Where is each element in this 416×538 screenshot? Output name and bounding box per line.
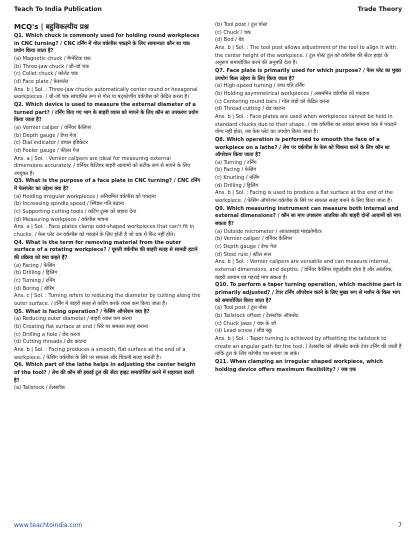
page-number: 7 <box>398 522 402 529</box>
answer-solution: Ans. a | Sol. : Vernier calipers are ideal for measuring external dimensions accurately. / वर्नियर कैलिपर बाहरी आयामों को सटीक रूप से मापने के लिए उपयुक्त है। <box>14 155 191 177</box>
page-header <box>14 6 402 16</box>
answer-option: (d) Lead screw / लीड स्क्रू <box>215 328 272 335</box>
answer-option: (d) Drilling / ड्रिलिंग <box>215 182 259 189</box>
answer-option: (b) Drilling / ड्रिलिंग <box>14 270 58 277</box>
answer-option: (b) Increasing spindle speed / स्पिंडल गति बढ़ाना <box>14 201 124 208</box>
answer-option: (c) Supporting cutting tools / कटिंग टूल्स को सहारा देना <box>14 209 137 216</box>
answer-option: (d) Measuring workpiece / वर्कपीस मापना <box>14 216 109 223</box>
answer-option: (c) Depth gauge / डेप्थ गेज <box>215 244 277 251</box>
answer-solution: Ans. b | Sol. : The tool post allows adjustment of the tool to align it with the center height of the workpiece. / टूल पोस्ट टूल को वर्कपीस की सेंटर हाइट के अनुरूप समायोजित करने की अनुमति देता है। <box>215 44 396 67</box>
answer-option: (b) Creating flat surface at end / सिरे पर समतल सतह बनाना <box>14 323 148 330</box>
answer-option: (d) Boring / बोरिंग <box>14 285 55 292</box>
answer-option: (d) Feeler gauge / फीलर गेज <box>14 147 80 154</box>
answer-option: (b) Depth gauge / डेप्थ गेज <box>14 132 77 139</box>
answer-option: (c) Collet chuck / कोलेट चक <box>14 71 79 78</box>
answer-option: (c) Dial indicator / डायल इंडिकेटर <box>14 140 88 147</box>
answer-option: (d) Bed / बेड <box>215 37 245 44</box>
answer-option: (d) Thread cutting / थ्रेड काटना <box>215 106 286 113</box>
answer-option: (b) Tailstock offset / टेलस्टॉक ऑफसेट <box>215 312 299 319</box>
answer-option: (c) Chuck / चक <box>215 29 251 36</box>
answer-option: (d) Cutting threads / थ्रेड काटना <box>14 339 87 346</box>
question-text: Q11. When clamping an irregular shaped workpiece, which holding device offers maximum flexibility? / जब एक <box>215 358 383 373</box>
question-text: Q9. Which measuring instrument can measure both internal and external dimensions? / कौन सा माप उपकरण आंतरिक और बाहरी दोनों आयामों को माप सकता है? <box>215 205 401 228</box>
answer-option: (c) Drilling a hole / छेद करना <box>14 331 81 338</box>
answer-solution: Ans. b | Sol. : Face plates are used when workpieces cannot be held in standard chucks due to their shape. / जब वर्कपीस का आकार सामान्य चक में पकड़ने योग्य नहीं होता, तब फेस प्लेट का उपयोग किया जाता है। <box>215 113 397 136</box>
answer-option: (d) Face plate / फेसप्लेट <box>14 78 69 85</box>
question-text: Q5. What is facing operation? / फेसिंग ऑपरेशन क्या है? <box>14 308 150 315</box>
question-text: Q2. Which device is used to measure the external diameter of a turned part? / टर्निंग किए गए भाग के बाहरी व्यास को मापने के लिए कौन सा उपकरण प्रयोग किया जाता है? <box>14 101 199 124</box>
answer-solution: Ans. b | Sol. : Three-jaw chucks automatically center round or hexagonal workpieces. / थ्री-जॉ चक स्वचालित रूप से गोल या षट्कोणीय वर्कपीस को केंद्रित करता है। <box>14 86 198 101</box>
answer-solution: Ans. a | Sol. : Face plates clamp odd-shaped workpieces that can't fit in chucks. / फेस प्लेट उन वर्कपीस को पकड़ने के लिए होती है जो चक में फिट नहीं होते। <box>14 224 195 239</box>
question-text: Q8. Which operation is performed to smooth the face of a workpiece on a lathe? / लेथ पर वर्कपीस के फेस को चिकना करने के लिए कौन सा ऑपरेशन किया जाता है? <box>215 136 390 159</box>
answer-option: (b) Facing / फेसिंग <box>215 167 257 174</box>
answer-option: (b) Three-jaw chuck / थ्री-जॉ चक <box>14 63 90 70</box>
answer-option: (d) Steel rule / स्टील रूल <box>215 251 272 258</box>
answer-option: (c) Chuck jaws / चक के जॉ <box>215 320 276 327</box>
answer-option: (a) Facing / फेसिंग <box>14 262 56 269</box>
page-footer <box>14 522 402 529</box>
question-text: Q1. Which chuck is commonly used for holding round workpieces in CNC turning? / CNC टर्निंग में गोल वर्कपीस पकड़ने के लिए सामान्यतः कौन सा चक प्रयोग किया जाता है? <box>14 33 200 55</box>
question-text: Q3. What is the purpose of a face plate in CNC turning? / CNC टर्निंग में फेसप्लेट का उद्देश्य क्या है? <box>14 178 201 193</box>
section-title: MCQ's | बहुविकल्पीय प्रश्न <box>14 23 89 31</box>
answer-option: (b) Tool post / टूल पोस्ट <box>215 22 268 28</box>
answer-option: (c) Centering round bars / गोल छड़ों को केंद्रित करना <box>215 98 330 105</box>
answer-option: (a) Reducing outer diameter / बाहरी व्यास कम करना <box>14 316 132 323</box>
question-text: Q6. Which part of the lathe helps in adjusting the center height of the tool? / लेथ की कौन सी इकाई टूल की सेंटर हाइट समायोजित करने में सहायता करती है? <box>14 362 196 384</box>
answer-option: (a) Turning / टर्निंग <box>215 159 257 166</box>
answer-option: (a) Outside micrometer / आउटसाइड माइक्रोमीटर <box>215 228 322 235</box>
answer-option: (c) Turning / टर्निंग <box>14 278 56 284</box>
question-text: Q7. Face plate is primarily used for which purpose? / फेस प्लेट का मुख्य उपयोग किस उद्देश्य के लिए किया जाता है? <box>215 67 401 82</box>
publisher-name: Teach To India Publication <box>14 6 102 13</box>
answer-option: (a) Tailstock / टेलस्टॉक <box>14 385 65 392</box>
right-column <box>215 22 402 393</box>
answer-option: (a) Holding irregular workpieces / अनियमित वर्कपीस को पकड़ना <box>14 193 156 200</box>
answer-option: (b) Vernier caliper / वर्नियर कैलिपर <box>215 236 293 243</box>
answer-solution: Ans. b | Sol. : Facing is used to produce a flat surface at the end of the workpiece. / फेसिंग ऑपरेशन वर्कपीस के सिरे पर समतल सतह बनाने के लिए किया जाता है। <box>215 190 393 205</box>
answer-option: (c) Knurling / नर्लिंग <box>215 175 260 182</box>
answer-solution: Ans. b | Sol. : Facing produces a smooth, flat surface at the end of a workpiece. / फेसिंग वर्कपीस के सिरे पर समतल और चिकनी सतह बनाती है। <box>14 346 186 361</box>
content-columns <box>14 22 402 393</box>
answer-option: (a) High-speed turning / उच्च गति टर्निंग <box>215 83 305 90</box>
answer-solution: Ans. c | Sol. : Turning refers to reducing the diameter by cutting along the outer surface. / टर्निंग में बाहरी सतह से कटिंग करके व्यास कम किया जाता है। <box>14 293 201 307</box>
answer-option: (a) Vernier caliper / वर्नियर कैलिपर <box>14 124 92 131</box>
answer-option: (a) Tool post / टूल पोस्ट <box>215 305 268 312</box>
subject-name: Trade Theory <box>357 6 402 13</box>
answer-solution: Ans. b | Sol. : Taper turning is achieved by offsetting the tailstock to create an angular path for the tool. / टेलस्टॉक को ऑफसेट करके टेपर टर्निंग की जाती है ताकि टूल के लिए कोणीय पथ बनाया जा सके। <box>215 335 402 358</box>
answer-solution: Ans. b | Sol. : Vernier calipers are versatile and can measure internal, external dimensions, and depths. / वर्नियर कैलिपर बहुउद्देशीय होता है और आंतरिक, बाहरी आयाम एवं गहराई माप सकता है। <box>215 259 393 281</box>
website-link[interactable]: www.teachtoindia.com <box>14 522 83 529</box>
question-text: Q4. What is the term for removing material from the outer surface of a rotating workpiece? / घूमती वर्कपीस की बाहरी सतह से सामग्री हटाने की प्रक्रिया को क्या कहते हैं? <box>14 239 198 262</box>
answer-option: (b) Holding asymmetrical workpieces / असममित वर्कपीस को पकड़ना <box>215 90 370 97</box>
answer-option: (a) Magnetic chuck / मैग्नेटिक चक <box>14 55 91 62</box>
question-text: Q10. To perform a taper turning operation, which machine part is primarily adjusted? / टेपर टर्निंग ऑपरेशन करने के लिए मुख्य रूप से मशीन के किस भाग को समायोजित किया जाता है? <box>215 282 402 304</box>
left-column <box>14 22 201 393</box>
